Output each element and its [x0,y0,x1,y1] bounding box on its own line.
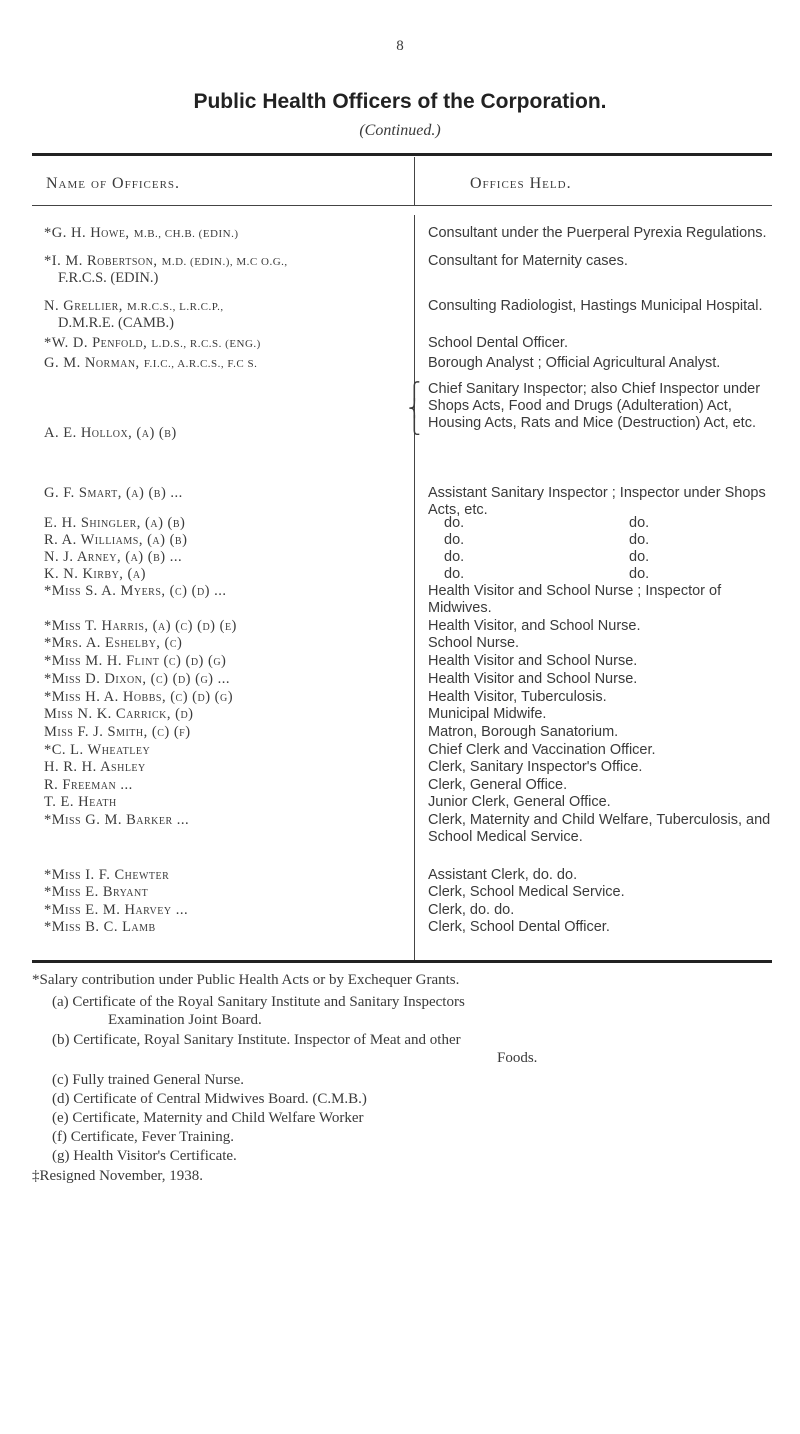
officer-name-text: K. N. Kirby, (a) [44,566,146,582]
ditto-mark: do. [629,549,650,565]
table-row [44,671,764,689]
officer-name-text: *Miss I. F. Chewter [44,867,170,883]
officer-name-text: *Mrs. A. Eshelby, (c) [44,635,183,651]
officer-name [44,253,288,270]
officer-name [44,919,156,936]
officer-name [44,635,182,652]
officer-name [44,812,189,829]
officer-name-text: *Miss S. A. Myers, (c) (d) ... [44,583,227,599]
table-row [44,549,764,567]
officer-qualifications: L.D.S., R.C.S. (ENG.) [151,338,261,350]
footnote-e: (e) Certificate, Maternity and Child Welfare Worker [52,1110,364,1126]
officer-name [44,867,169,884]
officer-name-text: R. A. Williams, (a) (b) [44,532,188,548]
footnote-f: (f) Certificate, Fever Training. [52,1129,235,1145]
officer-name-text: E. H. Shingler, (a) (b) [44,515,186,531]
footnote-b-cont: Foods. [497,1050,538,1066]
table-row [44,742,764,760]
table-row [44,583,764,616]
table-row [44,225,767,243]
officer-name-text: *Miss E. M. Harvey ... [44,902,189,918]
table-row [44,724,764,742]
officer-name [44,706,194,723]
footnote-g: (g) Health Visitor's Certificate. [52,1148,237,1164]
table-row [44,515,764,533]
officer-name [44,759,146,776]
ditto-mark: do. [444,532,465,548]
table-row [44,635,764,653]
table-row [44,485,766,518]
office-held: Health Visitor, and School Nurse. [428,618,641,634]
brace-icon: ⎧ ⎨ ⎩ [408,382,421,435]
officer-name [44,298,224,315]
officer-name-text: *Miss M. H. Flint (c) (d) (g) [44,653,227,669]
officer-name-text: *Miss B. C. Lamb [44,919,156,935]
table-row [44,794,764,812]
office-held: School Nurse. [428,635,520,651]
officer-name-text: *Miss G. M. Barker ... [44,812,190,828]
header-rule [32,205,772,206]
officer-name [44,653,226,670]
table-row [44,919,764,937]
table-row [44,335,764,353]
officer-name [44,794,117,811]
officer-name-text: *I. M. Robertson, [44,253,162,269]
footnotes [32,972,772,1212]
table-row [44,381,764,443]
office-held: Junior Clerk, General Office. [428,794,611,810]
footnote-d: (d) Certificate of Central Midwives Board. (C.M.B.) [52,1091,367,1107]
footnote-a-cont: Examination Joint Board. [108,1012,262,1028]
page-subtitle: (Continued.) [359,122,441,139]
officer-qualifications: F.I.C., A.R.C.S., F.C S. [143,358,258,370]
officer-qualifications-cont: F.R.C.S. (EDIN.) [58,270,159,286]
table-row [44,566,764,584]
officer-name-text: G. M. Norman, [44,355,144,371]
footnote-resigned: ‡Resigned November, 1938. [32,1168,204,1184]
office-held: Chief Sanitary Inspector; also Chief Inspector under Shops Acts, Food and Drugs (Adulteration) Act, Housing Acts, Rats and Mice (Destruction) Act, etc. [428,381,761,431]
office-held: Clerk, School Dental Officer. [428,919,610,935]
office-held: Borough Analyst ; Official Agricultural Analyst. [428,355,721,371]
officer-name [44,225,239,242]
bottom-rule [32,960,772,963]
office-held: Assistant Sanitary Inspector ; Inspector under Shops Acts, etc. [428,485,766,518]
table-row [44,298,764,331]
footnote-b: (b) Certificate, Royal Sanitary Institute. Inspector of Meat and other [52,1032,461,1048]
officer-name-text: T. E. Heath [44,794,117,810]
office-held: Matron, Borough Sanatorium. [428,724,619,740]
ditto-mark: do. [444,549,465,565]
officer-name [44,425,177,442]
office-held: Clerk, do. do. [428,902,515,918]
officer-name-text: Miss N. K. Carrick, (d) [44,706,194,722]
officer-name-text: *Miss T. Harris, (a) (c) (d) (e) [44,618,237,634]
officer-qualifications: M.R.C.S., L.R.C.P., [127,301,224,313]
officer-name [44,583,227,600]
officer-name [44,549,182,566]
officer-name [44,566,146,583]
table-row [44,706,764,724]
officer-qualifications: M.B., CH.B. (EDIN.) [133,228,239,240]
office-held: Health Visitor, Tuberculosis. [428,689,607,705]
office-held: Consultant under the Puerperal Pyrexia Regulations. [428,225,767,241]
officer-name-text: N. J. Arney, (a) (b) ... [44,549,183,565]
header-divider [414,157,415,205]
officer-name-text: *Miss D. Dixon, (c) (d) (g) ... [44,671,230,687]
footnote-salary: *Salary contribution under Public Health Acts or by Exchequer Grants. [32,972,460,988]
officer-name [44,884,148,901]
page-number: 8 [396,38,404,54]
office-held: Municipal Midwife. [428,706,547,722]
officer-name [44,902,188,919]
table-row [44,253,764,286]
officer-name-text: R. Freeman ... [44,777,133,793]
officer-name-text: A. E. Hollox, (a) (b) [44,425,177,441]
table-row [44,532,764,550]
table-row [44,689,764,707]
officer-name-text: H. R. H. Ashley [44,759,146,775]
table-row [44,618,764,636]
top-rule [32,153,772,156]
officer-name [44,335,261,352]
page-title: Public Health Officers of the Corporation. [193,90,607,113]
office-held: Clerk, Sanitary Inspector's Office. [428,759,643,775]
ditto-mark: do. [629,532,650,548]
officer-name-text: G. F. Smart, (a) (b) ... [44,485,183,501]
officer-name [44,515,185,532]
table-row [44,902,764,920]
officer-name [44,532,187,549]
office-held: Health Visitor and School Nurse. [428,671,638,687]
officer-qualifications: M.D. (EDIN.), M.C O.G., [161,256,288,268]
office-held: Chief Clerk and Vaccination Officer. [428,742,656,758]
officer-name-text: N. Grellier, [44,298,128,314]
officer-name-text: *G. H. Howe, [44,225,134,241]
officer-name-text: *Miss E. Bryant [44,884,149,900]
column-header-name: Name of Officers. [46,175,181,192]
officer-name [44,724,191,741]
officer-qualifications-cont: D.M.R.E. (CAMB.) [58,315,175,331]
office-held: Assistant Clerk, do. do. [428,867,578,883]
table-row [44,867,764,885]
office-held: Health Visitor and School Nurse. [428,653,638,669]
office-held: School Dental Officer. [428,335,568,351]
table-row [44,759,764,777]
office-held: Clerk, Maternity and Child Welfare, Tuberculosis, and School Medical Service. [428,812,771,845]
ditto-mark: do. [444,515,465,531]
officer-name-text: Miss F. J. Smith, (c) (f) [44,724,191,740]
officer-name-text: *Miss H. A. Hobbs, (c) (d) (g) [44,689,234,705]
office-held: Consultant for Maternity cases. [428,253,628,269]
ditto-mark: do. [629,515,650,531]
column-header-offices: Offices Held. [470,175,572,192]
office-held: Clerk, General Office. [428,777,568,793]
table-row [44,812,771,845]
officer-name [44,355,257,372]
officer-name-text: *W. D. Penfold, [44,335,152,351]
ditto-mark: do. [629,566,650,582]
table-row [44,884,764,902]
officer-name-text: *C. L. Wheatley [44,742,151,758]
officer-name [44,742,150,759]
footnote-c: (c) Fully trained General Nurse. [52,1072,245,1088]
table-row [44,355,764,373]
officer-name [44,671,230,688]
officer-name [44,618,237,635]
ditto-mark: do. [444,566,465,582]
office-held: Clerk, School Medical Service. [428,884,625,900]
officer-name [44,689,233,706]
officer-name [44,777,133,794]
office-held: Health Visitor and School Nurse ; Inspector of Midwives. [428,583,722,616]
office-held: Consulting Radiologist, Hastings Municipal Hospital. [428,298,763,314]
table-row [44,777,764,795]
officer-name [44,485,183,502]
table-row [44,653,764,671]
footnote-a: (a) Certificate of the Royal Sanitary Institute and Sanitary Inspectors [52,994,465,1010]
